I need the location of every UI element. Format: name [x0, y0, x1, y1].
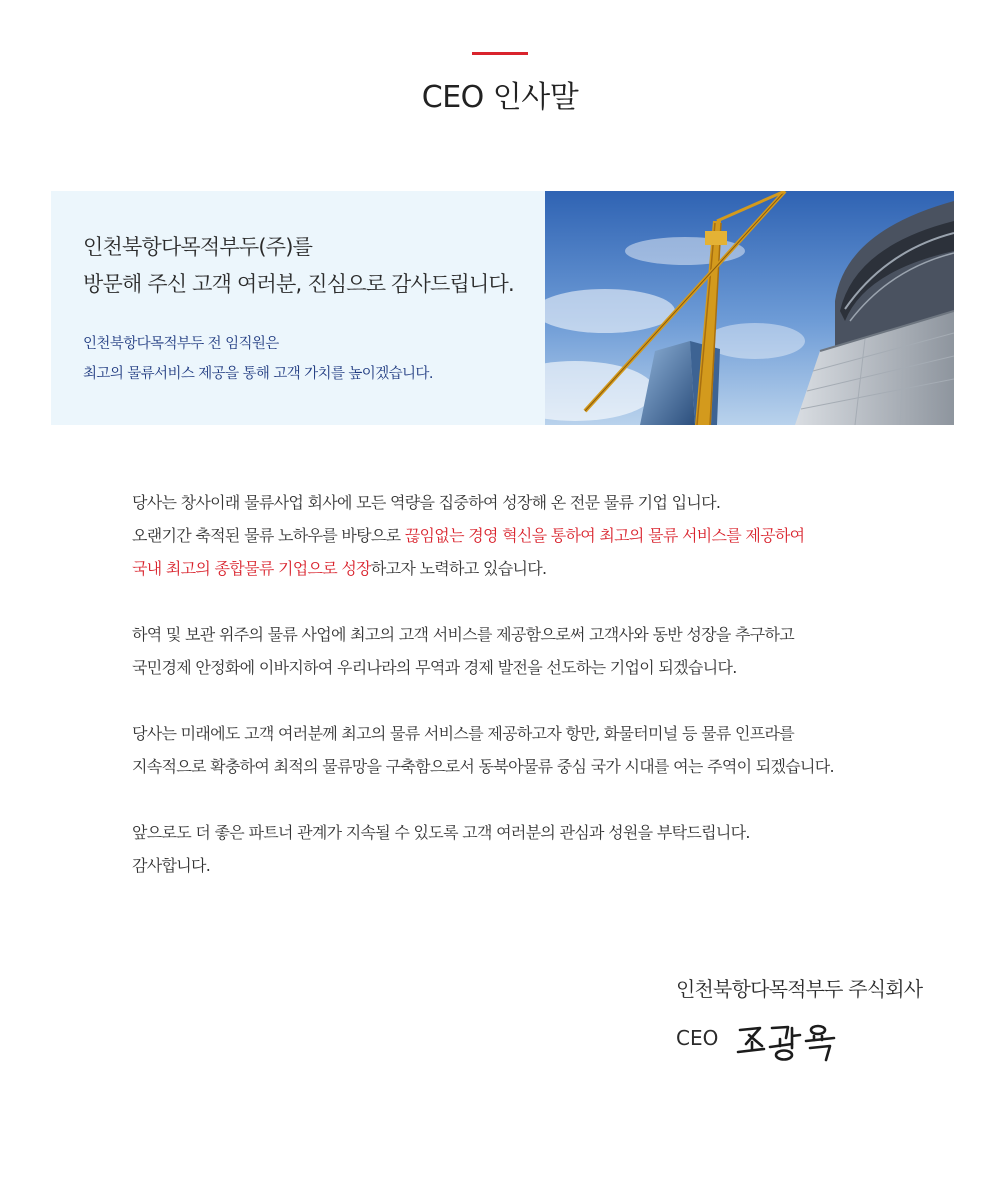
greeting-line: 국민경제 안정화에 이바지하여 우리나라의 무역과 경제 발전을 선도하는 기업이 되겠습니다. — [132, 658, 737, 677]
greeting-text: 오랜기간 축적된 물류 노하우를 바탕으로 — [132, 526, 405, 545]
banner-heading-line-1: 인천북항다목적부두(주)를 — [83, 235, 313, 259]
page-title: CEO 인사말 — [421, 80, 579, 115]
intro-banner — [51, 191, 954, 425]
greeting-line: 당사는 창사이래 물류사업 회사에 모든 역량을 집중하여 성장해 온 전문 물류 기업 입니다. — [132, 493, 721, 512]
greeting-line: 당사는 미래에도 고객 여러분께 최고의 물류 서비스를 제공하고자 항만, 화물터미널 등 물류 인프라를 — [132, 724, 795, 743]
greeting-line — [132, 552, 912, 585]
greeting-highlight: 끊임없는 경영 혁신을 통하여 최고의 물류 서비스를 제공하여 — [404, 526, 805, 545]
banner-sub-line-1: 인천북항다목적부두 전 임직원은 — [83, 336, 279, 352]
banner-heading — [83, 229, 514, 303]
greeting-paragraph-2 — [132, 618, 912, 684]
greeting-line: 지속적으로 확충하여 최적의 물류망을 구축함으로서 동북아물류 중심 국가 시대를 여는 주역이 되겠습니다. — [132, 757, 834, 776]
banner-sub-line-2: 최고의 물류서비스 제공을 통해 고객 가치를 높이겠습니다. — [83, 366, 433, 382]
greeting-line: 감사합니다. — [132, 856, 211, 875]
banner-text — [83, 229, 514, 389]
ceo-row — [676, 1018, 922, 1064]
banner-subtext — [83, 329, 514, 389]
greeting-highlight: 국내 최고의 종합물류 기업으로 성장 — [132, 559, 371, 578]
greeting-paragraph-1 — [132, 486, 912, 585]
company-name: 인천북항다목적부두 주식회사 — [676, 977, 923, 1001]
greeting-text: 하고자 노력하고 있습니다. — [370, 559, 547, 578]
banner-heading-line-2: 방문해 주신 고객 여러분, 진심으로 감사드립니다. — [83, 272, 514, 296]
signature-block — [676, 972, 922, 1064]
greeting-line: 앞으로도 더 좋은 파트너 관계가 지속될 수 있도록 고객 여러분의 관심과 성원을 부탁드립니다. — [132, 823, 750, 842]
greeting-line: 하역 및 보관 위주의 물류 사업에 최고의 고객 서비스를 제공함으로써 고객사와 동반 성장을 추구하고 — [132, 625, 795, 644]
greeting-body — [132, 486, 912, 915]
construction-crane-building-photo — [545, 191, 954, 425]
greeting-line — [132, 519, 912, 552]
greeting-paragraph-4 — [132, 816, 912, 882]
ceo-label: CEO — [676, 1026, 719, 1050]
title-accent-bar — [472, 52, 528, 55]
greeting-paragraph-3 — [132, 717, 912, 783]
ceo-signature-icon — [734, 1018, 844, 1064]
